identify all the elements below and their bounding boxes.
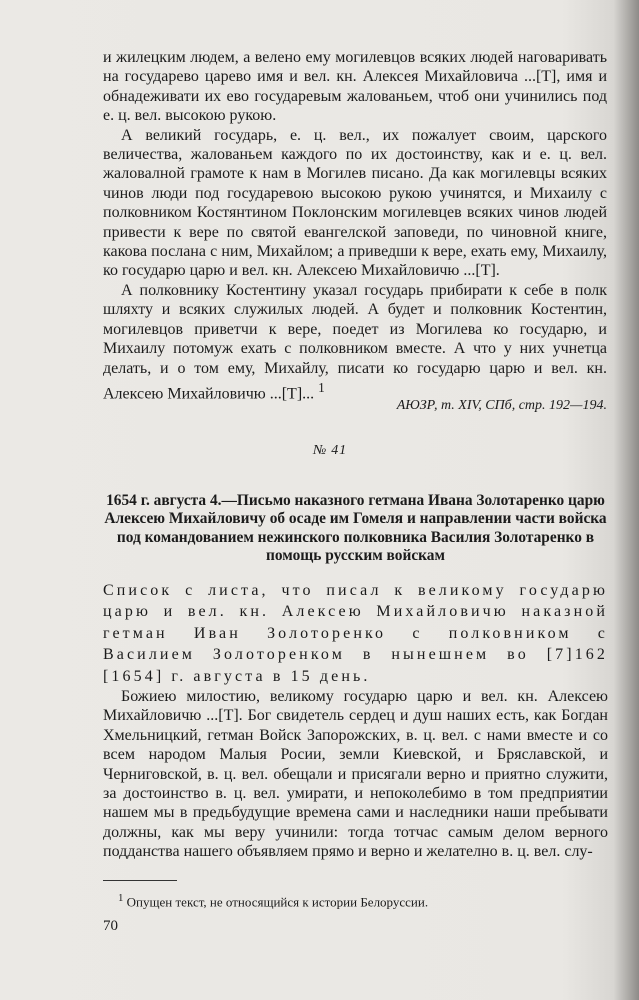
page-number: 70 [103, 918, 118, 934]
letter-header: Список с листа, что писал к великому государю царю и вел. кн. Алексею Михайловичю наказной гетман Иван Золоторенко с полковником с Василием Золоторенком в нынешнем во [7]162 [1654] г. августа в 15 день. [103, 582, 608, 685]
footnote-number: 1 [118, 892, 124, 904]
opening-paragraph: и жилецким людем, а велено ему могилевцов всяких людей наговаривать на государево царево имя и вел. кн. Алексея Михайловича ...[Т], имя и обнадеживати их ево государевым жалованьем, чтоб они учинились под е. ц. вел. высокою рукою. [103, 49, 607, 125]
document-title: 1654 г. августа 4.—Письмо наказного гетмана Ивана Золотаренко царю Алексею Михайловичу об осаде им Гомеля и направлении части войска под командованием нежинского полковника Василия Золотаренко в помощь русским войскам [104, 492, 607, 565]
footnote-reference: 1 [318, 379, 325, 395]
footnote-divider [103, 880, 177, 881]
footnote [118, 890, 588, 910]
continued-text [103, 48, 607, 404]
body-paragraph-with-footnote [103, 281, 607, 404]
body-paragraph: А великий государь, е. ц. вел., их пожалует своим, царского величества, жалованьем каждого по их достоинству, как и е. ц. вел. жаловалной грамоте к нам в Могилев писано. Да как могилевцы всяких чинов люди под государевою высокою рукою учинятся, и Михаилу с полковником Костянтином Поклонским могилевцев всяких чинов людей привести к вере по святой евангелской заповеди, по чиновной книге, какова послана с ним, Михайлом; а приведши к вере, ехать ему, Михаилу, ко государю царю и вел. кн. Алексею Михайловичю ...[Т]. [103, 126, 607, 280]
letter-body [103, 687, 608, 862]
letter-paragraph: Божиею милостию, великому государю царю и вел. кн. Алексею Михайловичю ...[Т]. Бог свидетель сердец и душ наших есть, как Богдан Хмельницкий, гетман Войск Запорожских, в. ц. вел. с нами вместе и со всем народом Малыя Росии, земли Киевской, и Бряславской, и Черниговской, в. ц. вел. обещали и присягали верно и приятно служити, за достоинство в. ц. вел. умирати, и непоколебимо в том предприятии нашем мы в предьбудущие времена сами и наследники наши пребывати должны, как мы веру учинили: тогда тотчас самым делом верного подданства нашего объявляем прямо и верно и желателно в. ц. вел. слу- [103, 688, 608, 861]
source-citation: АЮЗР, т. XIV, СПб, стр. 192—194. [396, 398, 607, 413]
document-number: № 41 [313, 443, 347, 458]
footnote-text: Опущен текст, не относящийся к истории Белоруссии. [126, 894, 429, 910]
paragraph-text: А полковнику Костентину указал государь прибирати к себе в полк шляхту и всяких служилых людей. А будет и полковник Костентин, могилевцов приветчи к вере, поедет из Могилева ко государю, и Михаилу потомуж ехать с полковником вместе. А что у них учнетца делать, и о том ему, Михайлу, писати ко государю царю и вел. кн. Алексею Михайловичю ...[Т]... [103, 281, 607, 403]
